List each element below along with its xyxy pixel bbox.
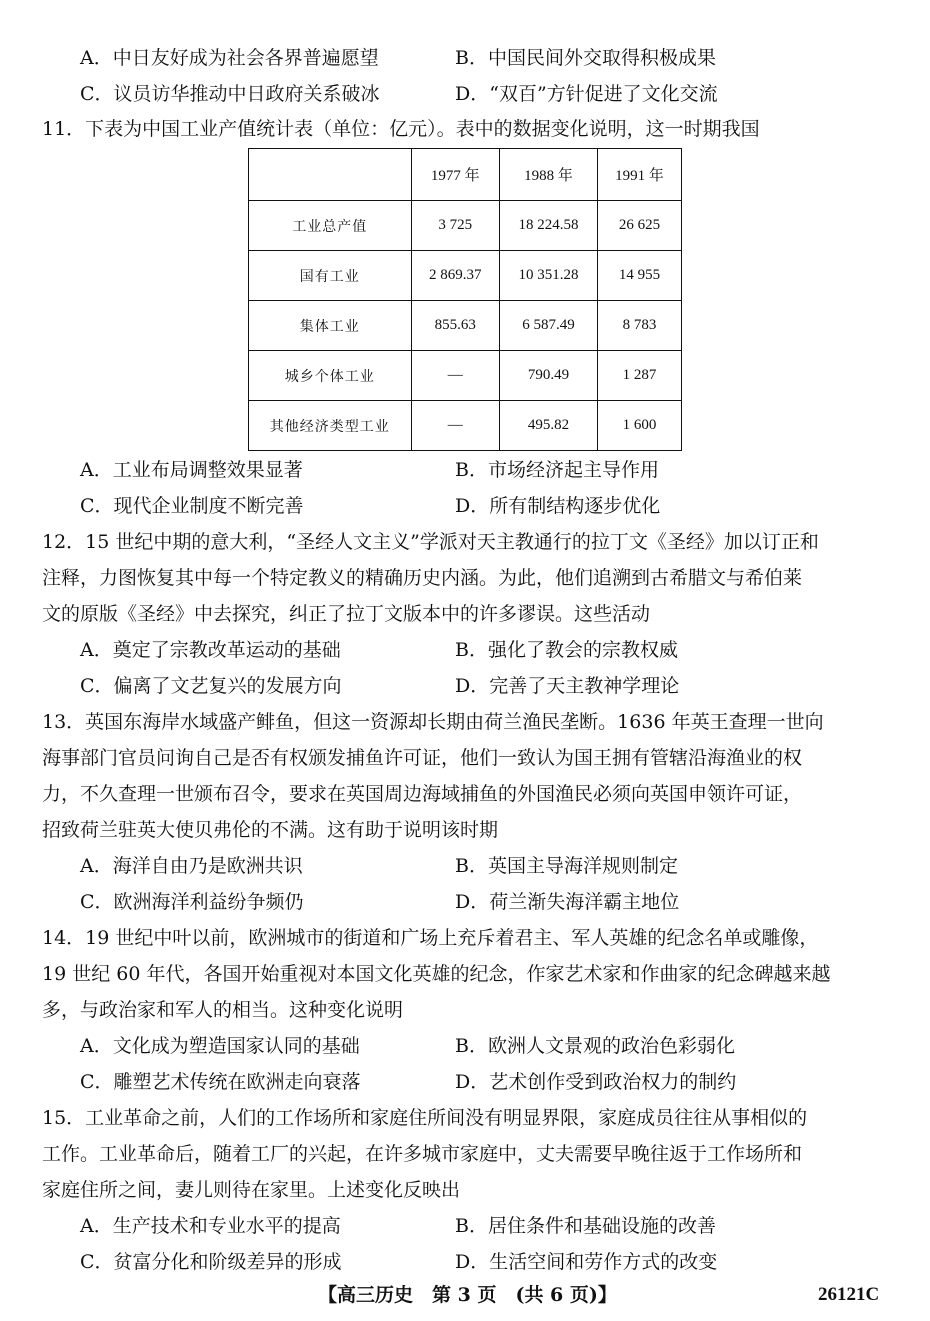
table-cell: — (411, 351, 499, 401)
q13-stem-line: 力，不久查理一世颁布召令，要求在英国周边海域捕鱼的外国渔民必须向英国申领许可证， (42, 783, 803, 805)
table-row-label: 城乡个体工业 (249, 351, 412, 401)
q11-stem: 11．下表为中国工业产值统计表（单位：亿元）。表中的数据变化说明，这一时期我国 (42, 118, 760, 140)
table-cell: 26 625 (597, 201, 681, 251)
table-row (249, 351, 682, 401)
q12-option-c[interactable]: C．偏离了文艺复兴的发展方向 (80, 675, 342, 697)
table-row (249, 301, 682, 351)
q11-option-b[interactable]: B．市场经济起主导作用 (455, 459, 659, 481)
table-header-cell (249, 149, 412, 201)
table-row (249, 201, 682, 251)
q14-option-a[interactable]: A．文化成为塑造国家认同的基础 (80, 1035, 360, 1057)
table-cell: 495.82 (499, 401, 597, 451)
table-row-label: 集体工业 (249, 301, 412, 351)
table-row (249, 401, 682, 451)
q15-option-b[interactable]: B．居住条件和基础设施的改善 (455, 1215, 716, 1237)
q13-stem-line: 海事部门官员问询自己是否有权颁发捕鱼许可证，他们一致认为国王拥有管辖沿海渔业的权 (42, 747, 803, 769)
q12-option-b[interactable]: B．强化了教会的宗教权威 (455, 639, 678, 661)
q11-option-c[interactable]: C．现代企业制度不断完善 (80, 495, 304, 517)
q14-stem-line: 多，与政治家和军人的相当。这种变化说明 (42, 999, 404, 1021)
industry-output-table (248, 148, 682, 451)
table-cell: 1 600 (597, 401, 681, 451)
q15-option-a[interactable]: A．生产技术和专业水平的提高 (80, 1215, 341, 1237)
q14-option-c[interactable]: C．雕塑艺术传统在欧洲走向衰落 (80, 1071, 361, 1093)
q12-stem-line: 12．15 世纪中期的意大利，“圣经人文主义”学派对天主教通行的拉丁文《圣经》加以订正和 (42, 531, 819, 553)
q12-option-d[interactable]: D．完善了天主教神学理论 (455, 675, 680, 697)
q11-option-a[interactable]: A．工业布局调整效果显著 (80, 459, 303, 481)
q15-option-c[interactable]: C．贫富分化和阶级差异的形成 (80, 1251, 342, 1273)
table-cell: 18 224.58 (499, 201, 597, 251)
table-cell: 790.49 (499, 351, 597, 401)
q10-option-b[interactable]: B．中国民间外交取得积极成果 (455, 47, 716, 69)
table-cell: 14 955 (597, 251, 681, 301)
table-cell: 1 287 (597, 351, 681, 401)
q13-option-b[interactable]: B．英国主导海洋规则制定 (455, 855, 678, 877)
q13-option-a[interactable]: A．海洋自由乃是欧洲共识 (80, 855, 303, 877)
table-header-cell: 1991 年 (597, 149, 681, 201)
table-header-cell: 1988 年 (499, 149, 597, 201)
q13-stem-line: 13．英国东海岸水域盛产鲱鱼，但这一资源却长期由荷兰渔民垄断。1636 年英王查理一世向 (42, 711, 824, 733)
table-row-label: 工业总产值 (249, 201, 412, 251)
table-cell: 2 869.37 (411, 251, 499, 301)
table-cell: — (411, 401, 499, 451)
q14-stem-line: 19 世纪 60 年代，各国开始重视对本国文化英雄的纪念，作家艺术家和作曲家的纪念碑越来越 (42, 963, 831, 985)
table-row-label: 其他经济类型工业 (249, 401, 412, 451)
table-header-cell: 1977 年 (411, 149, 499, 201)
q11-option-d[interactable]: D．所有制结构逐步优化 (455, 495, 661, 517)
q12-option-a[interactable]: A．奠定了宗教改革运动的基础 (80, 639, 341, 661)
table-row-label: 国有工业 (249, 251, 412, 301)
q13-option-c[interactable]: C．欧洲海洋利益纷争频仍 (80, 891, 304, 913)
q12-stem-line: 文的原版《圣经》中去探究，纠正了拉丁文版本中的许多谬误。这些活动 (42, 603, 651, 625)
q14-stem-line: 14．19 世纪中叶以前，欧洲城市的街道和广场上充斥着君主、军人英雄的纪念名单或雕像， (42, 927, 819, 949)
table-cell: 855.63 (411, 301, 499, 351)
q12-stem-line: 注释，力图恢复其中每一个特定教义的精确历史内涵。为此，他们追溯到古希腊文与希伯莱 (42, 567, 803, 589)
table-cell: 8 783 (597, 301, 681, 351)
q14-option-d[interactable]: D．艺术创作受到政治权力的制约 (455, 1071, 737, 1093)
q15-option-d[interactable]: D．生活空间和劳作方式的改变 (455, 1251, 718, 1273)
table-cell: 3 725 (411, 201, 499, 251)
q13-stem-line: 招致荷兰驻英大使贝弗伦的不满。这有助于说明该时期 (42, 819, 499, 841)
q10-option-d[interactable]: D．“双百”方针促进了文化交流 (455, 83, 718, 105)
table-cell: 6 587.49 (499, 301, 597, 351)
q15-stem-line: 15．工业革命之前，人们的工作场所和家庭住所间没有明显界限，家庭成员往往从事相似的 (42, 1107, 808, 1129)
q15-stem-line: 工作。工业革命后，随着工厂的兴起，在许多城市家庭中，丈夫需要早晚往返于工作场所和 (42, 1143, 803, 1165)
q14-option-b[interactable]: B．欧洲人文景观的政治色彩弱化 (455, 1035, 735, 1057)
q13-option-d[interactable]: D．荷兰渐失海洋霸主地位 (455, 891, 680, 913)
page-number-label: 【高三历史 第 3 页 (共 6 页)】 (318, 1284, 617, 1306)
q10-option-c[interactable]: C．议员访华推动中日政府关系破冰 (80, 83, 380, 105)
table-cell: 10 351.28 (499, 251, 597, 301)
table-header-row (249, 149, 682, 201)
q15-stem-line: 家庭住所之间，妻儿则待在家里。上述变化反映出 (42, 1179, 461, 1201)
q10-option-a[interactable]: A．中日友好成为社会各界普遍愿望 (80, 47, 379, 69)
table-row (249, 251, 682, 301)
exam-code: 26121C (818, 1284, 880, 1305)
